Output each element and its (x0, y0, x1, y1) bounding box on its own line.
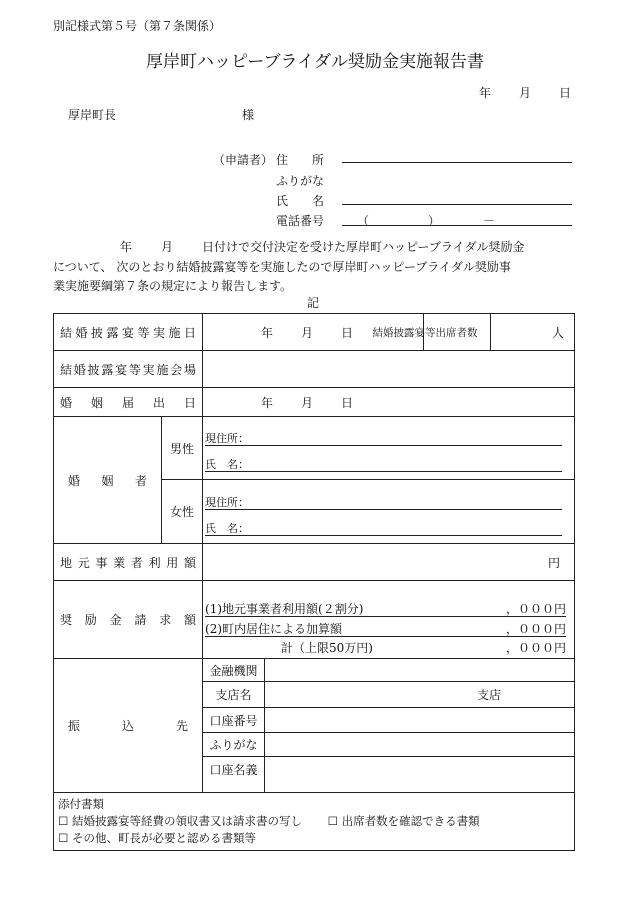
bank-field[interactable] (265, 659, 575, 682)
phone-field[interactable] (342, 225, 572, 226)
marriage-year: 年 (261, 396, 274, 410)
attendees-label: 結婚披露宴等出席者数 (424, 314, 491, 351)
female-info[interactable] (203, 480, 575, 544)
date-month-label: 月 (519, 86, 532, 100)
transfer-label: 振込先 (54, 659, 203, 793)
male-address-label: 現住所： (205, 432, 250, 445)
account-holder-label: 口座名義 (203, 757, 265, 793)
reception-date-field[interactable] (203, 314, 424, 351)
male-name-label: 氏 名： (205, 458, 250, 471)
reception-date-label: 結婚披露宴等実施日 (54, 314, 203, 351)
incentive-total-label: 計（上限50万円) (281, 640, 373, 655)
date-year-label: 年 (479, 86, 492, 100)
local-business-field[interactable] (203, 544, 575, 581)
incentive-item1: (1)地元事業者利用額(２割分) (205, 601, 364, 616)
female-address-label: 現住所： (205, 495, 250, 509)
body-line3: 業実施要綱第７条の規定により報告します。 (53, 279, 293, 293)
male-name-line[interactable] (205, 471, 562, 472)
addressee: 厚岸町長 (68, 108, 117, 122)
branch-field[interactable] (265, 682, 575, 708)
attachments-section (54, 793, 575, 851)
incentive-item2-line (205, 636, 566, 637)
honorific: 様 (242, 108, 255, 122)
incentive-item2: (2)町内居住による加算額 (205, 621, 343, 636)
attachment-check-other[interactable]: ☐ その他、町長が必要と認める書類等 (58, 831, 256, 845)
marriage-month: 月 (301, 396, 314, 410)
attendees-field[interactable] (491, 314, 575, 351)
transfer-furigana-label: ふりがな (203, 733, 265, 757)
body-month: 月 (161, 240, 174, 254)
female-address-line[interactable] (205, 509, 562, 510)
male-label: 男性 (162, 417, 203, 480)
local-business-yen: 円 (548, 555, 561, 570)
male-address-line[interactable] (205, 445, 562, 446)
branch-suffix: 支店 (477, 688, 502, 702)
report-table (53, 313, 575, 851)
female-name-label: 氏 名： (205, 521, 250, 535)
local-business-label: 地元事業者利用額 (54, 544, 203, 581)
marriage-reg-field[interactable] (203, 388, 575, 417)
bank-label: 金融機関 (203, 659, 265, 682)
body-line2: について、 次のとおり結婚披露宴等を実施したので厚岸町ハッピーブライダル奨励事 (53, 260, 511, 274)
applicant-label: （申請者） (213, 153, 274, 167)
incentive-breakdown (203, 581, 575, 659)
incentive-item1-line (205, 616, 566, 617)
address-label: 住 所 (276, 153, 325, 167)
phone-paren-open: （ (357, 214, 370, 228)
address-field[interactable] (342, 162, 572, 163)
name-label: 氏 名 (276, 194, 325, 208)
attachment-check-attendees[interactable]: ☐ 出席者数を確認できる書類 (327, 814, 480, 828)
attendees-unit: 人 (552, 325, 565, 340)
marriage-day: 日 (341, 396, 354, 410)
reception-year: 年 (261, 326, 274, 340)
incentive-label: 奨励金請求額 (54, 581, 203, 659)
spouses-label: 婚姻者 (54, 417, 162, 544)
page-title: 厚岸町ハッピーブライダル奨励金実施報告書 (146, 52, 484, 72)
date-day-label: 日 (559, 86, 572, 100)
female-label: 女性 (162, 480, 203, 544)
attachment-check-receipts[interactable]: ☐ 結婚披露宴等経費の領収書又は請求書の写し (58, 814, 302, 828)
reception-month: 月 (301, 326, 314, 340)
ki-label: 記 (307, 296, 320, 310)
branch-label: 支店名 (203, 682, 265, 708)
venue-field[interactable] (203, 351, 575, 388)
transfer-furigana-field[interactable] (265, 733, 575, 757)
form-number: 別記様式第５号（第７条関係） (53, 19, 222, 33)
reception-day: 日 (341, 326, 354, 340)
body-line1: 日付けで交付決定を受けた厚岸町ハッピーブライダル奨励金 (202, 240, 525, 254)
attachments-heading: 添付書類 (58, 797, 104, 811)
incentive-amount2[interactable]: ，０００円 (506, 621, 567, 636)
venue-label: 結婚披露宴等実施会場 (54, 351, 203, 388)
male-info[interactable] (203, 417, 575, 480)
account-number-label: 口座番号 (203, 708, 265, 733)
name-field[interactable] (342, 204, 572, 205)
incentive-amount1[interactable]: ，０００円 (506, 601, 567, 616)
marriage-reg-label: 婚姻届出日 (54, 388, 203, 417)
phone-dash: － (483, 214, 496, 228)
phone-label: 電話番号 (276, 214, 325, 228)
furigana-label: ふりがな (276, 174, 325, 188)
body-year: 年 (120, 240, 133, 254)
account-holder-field[interactable] (265, 757, 575, 793)
incentive-amount-total[interactable]: ，０００円 (506, 640, 567, 655)
account-number-field[interactable] (265, 708, 575, 733)
phone-paren-close: ） (428, 214, 441, 228)
female-name-line[interactable] (205, 535, 562, 536)
